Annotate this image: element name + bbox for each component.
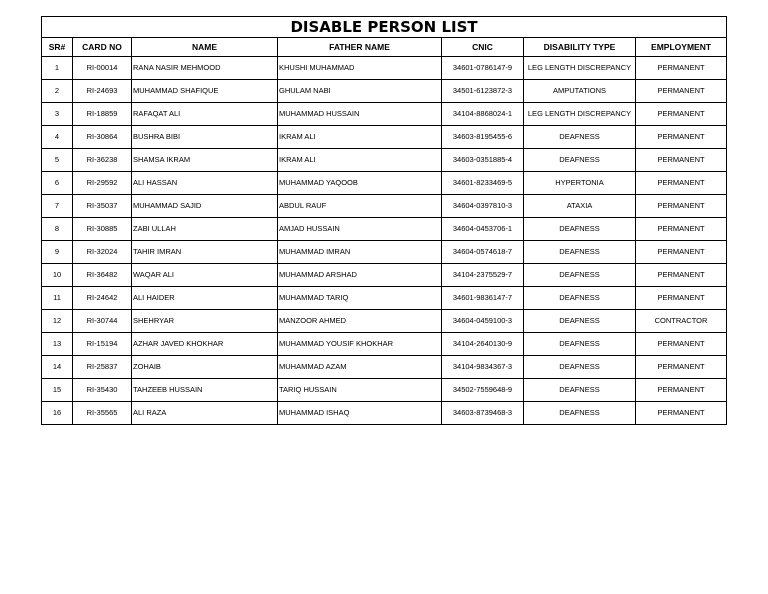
employment-cell: PERMANENT bbox=[636, 333, 727, 356]
table-row bbox=[42, 218, 727, 241]
father-name-cell: MUHAMMAD TARIQ bbox=[278, 287, 442, 310]
employment-cell: PERMANENT bbox=[636, 356, 727, 379]
table-row bbox=[42, 402, 727, 425]
card-no-cell: RI-30885 bbox=[73, 218, 132, 241]
table-body bbox=[42, 57, 727, 425]
father-name-cell: AMJAD HUSSAIN bbox=[278, 218, 442, 241]
father-name-cell: ABDUL RAUF bbox=[278, 195, 442, 218]
cnic-cell: 34604-0459100-3 bbox=[442, 310, 524, 333]
cnic-cell: 34501-6123872-3 bbox=[442, 80, 524, 103]
cnic-cell: 34603-8195455-6 bbox=[442, 126, 524, 149]
father-name-cell: MUHAMMAD HUSSAIN bbox=[278, 103, 442, 126]
card-no-cell: RI-32024 bbox=[73, 241, 132, 264]
column-header-employment: EMPLOYMENT bbox=[636, 38, 727, 57]
card-no-cell: RI-36238 bbox=[73, 149, 132, 172]
sr-cell: 4 bbox=[42, 126, 73, 149]
father-name-cell: MUHAMMAD ARSHAD bbox=[278, 264, 442, 287]
sr-cell: 8 bbox=[42, 218, 73, 241]
card-no-cell: RI-15194 bbox=[73, 333, 132, 356]
card-no-cell: RI-00014 bbox=[73, 57, 132, 80]
employment-cell: PERMANENT bbox=[636, 218, 727, 241]
disability-type-cell: LEG LENGTH DISCREPANCY bbox=[524, 103, 636, 126]
father-name-cell: MUHAMMAD IMRAN bbox=[278, 241, 442, 264]
table-row bbox=[42, 241, 727, 264]
sr-cell: 5 bbox=[42, 149, 73, 172]
cnic-cell: 34603-0351885-4 bbox=[442, 149, 524, 172]
card-no-cell: RI-24693 bbox=[73, 80, 132, 103]
cnic-cell: 34601-0786147-9 bbox=[442, 57, 524, 80]
father-name-cell: GHULAM NABI bbox=[278, 80, 442, 103]
name-cell: BUSHRA BIBI bbox=[132, 126, 278, 149]
sr-cell: 13 bbox=[42, 333, 73, 356]
table-row bbox=[42, 126, 727, 149]
employment-cell: PERMANENT bbox=[636, 241, 727, 264]
disability-type-cell: DEAFNESS bbox=[524, 402, 636, 425]
disability-type-cell: DEAFNESS bbox=[524, 241, 636, 264]
disability-type-cell: DEAFNESS bbox=[524, 287, 636, 310]
card-no-cell: RI-30744 bbox=[73, 310, 132, 333]
table-row bbox=[42, 103, 727, 126]
employment-cell: PERMANENT bbox=[636, 126, 727, 149]
column-header-sr: SR# bbox=[42, 38, 73, 57]
father-name-cell: IKRAM ALI bbox=[278, 126, 442, 149]
card-no-cell: RI-35037 bbox=[73, 195, 132, 218]
father-name-cell: TARIQ HUSSAIN bbox=[278, 379, 442, 402]
sr-cell: 11 bbox=[42, 287, 73, 310]
cnic-cell: 34104-9834367-3 bbox=[442, 356, 524, 379]
table-row bbox=[42, 195, 727, 218]
name-cell: MUHAMMAD SHAFIQUE bbox=[132, 80, 278, 103]
employment-cell: PERMANENT bbox=[636, 287, 727, 310]
name-cell: WAQAR ALI bbox=[132, 264, 278, 287]
sr-cell: 16 bbox=[42, 402, 73, 425]
name-cell: SHEHRYAR bbox=[132, 310, 278, 333]
name-cell: MUHAMMAD SAJID bbox=[132, 195, 278, 218]
disability-type-cell: HYPERTONIA bbox=[524, 172, 636, 195]
card-no-cell: RI-25837 bbox=[73, 356, 132, 379]
cnic-cell: 34601-9836147-7 bbox=[442, 287, 524, 310]
employment-cell: PERMANENT bbox=[636, 402, 727, 425]
column-header-name: NAME bbox=[132, 38, 278, 57]
employment-cell: PERMANENT bbox=[636, 80, 727, 103]
father-name-cell: MUHAMMAD YAQOOB bbox=[278, 172, 442, 195]
sr-cell: 3 bbox=[42, 103, 73, 126]
table-row bbox=[42, 333, 727, 356]
disability-type-cell: DEAFNESS bbox=[524, 149, 636, 172]
disability-type-cell: DEAFNESS bbox=[524, 333, 636, 356]
employment-cell: PERMANENT bbox=[636, 264, 727, 287]
column-header-disability-type: DISABILITY TYPE bbox=[524, 38, 636, 57]
sr-cell: 9 bbox=[42, 241, 73, 264]
cnic-cell: 34603-8739468-3 bbox=[442, 402, 524, 425]
column-header-cnic: CNIC bbox=[442, 38, 524, 57]
cnic-cell: 34601-8233469-5 bbox=[442, 172, 524, 195]
card-no-cell: RI-30864 bbox=[73, 126, 132, 149]
employment-cell: PERMANENT bbox=[636, 195, 727, 218]
disability-type-cell: DEAFNESS bbox=[524, 379, 636, 402]
name-cell: ALI RAZA bbox=[132, 402, 278, 425]
father-name-cell: MUHAMMAD AZAM bbox=[278, 356, 442, 379]
card-no-cell: RI-36482 bbox=[73, 264, 132, 287]
cnic-cell: 34604-0453706-1 bbox=[442, 218, 524, 241]
name-cell: TAHZEEB HUSSAIN bbox=[132, 379, 278, 402]
sr-cell: 7 bbox=[42, 195, 73, 218]
name-cell: ZABI ULLAH bbox=[132, 218, 278, 241]
name-cell: RAFAQAT ALI bbox=[132, 103, 278, 126]
sr-cell: 6 bbox=[42, 172, 73, 195]
cnic-cell: 34604-0397810-3 bbox=[442, 195, 524, 218]
card-no-cell: RI-29592 bbox=[73, 172, 132, 195]
employment-cell: PERMANENT bbox=[636, 379, 727, 402]
table-row bbox=[42, 172, 727, 195]
employment-cell: PERMANENT bbox=[636, 149, 727, 172]
father-name-cell: MUHAMMAD ISHAQ bbox=[278, 402, 442, 425]
table-row bbox=[42, 356, 727, 379]
sr-cell: 1 bbox=[42, 57, 73, 80]
sr-cell: 2 bbox=[42, 80, 73, 103]
sr-cell: 12 bbox=[42, 310, 73, 333]
table-row bbox=[42, 57, 727, 80]
table-row bbox=[42, 310, 727, 333]
table-row bbox=[42, 80, 727, 103]
name-cell: RANA NASIR MEHMOOD bbox=[132, 57, 278, 80]
sheet-title: DISABLE PERSON LIST bbox=[42, 17, 727, 38]
cnic-cell: 34104-2375529-7 bbox=[442, 264, 524, 287]
disability-type-cell: DEAFNESS bbox=[524, 264, 636, 287]
name-cell: AZHAR JAVED KHOKHAR bbox=[132, 333, 278, 356]
cnic-cell: 34604-0574618-7 bbox=[442, 241, 524, 264]
name-cell: SHAMSA IKRAM bbox=[132, 149, 278, 172]
disability-type-cell: DEAFNESS bbox=[524, 356, 636, 379]
disability-type-cell: ATAXIA bbox=[524, 195, 636, 218]
disable-person-table bbox=[41, 16, 727, 425]
cnic-cell: 34104-8868024-1 bbox=[442, 103, 524, 126]
employment-cell: PERMANENT bbox=[636, 103, 727, 126]
name-cell: ZOHAIB bbox=[132, 356, 278, 379]
name-cell: TAHIR IMRAN bbox=[132, 241, 278, 264]
table-row bbox=[42, 149, 727, 172]
table-row bbox=[42, 287, 727, 310]
header-row bbox=[42, 38, 727, 57]
table-row bbox=[42, 264, 727, 287]
table-row bbox=[42, 379, 727, 402]
cnic-cell: 34104-2640130-9 bbox=[442, 333, 524, 356]
disability-type-cell: LEG LENGTH DISCREPANCY bbox=[524, 57, 636, 80]
column-header-card-no: CARD NO bbox=[73, 38, 132, 57]
cnic-cell: 34502-7559648-9 bbox=[442, 379, 524, 402]
employment-cell: PERMANENT bbox=[636, 57, 727, 80]
sr-cell: 14 bbox=[42, 356, 73, 379]
name-cell: ALI HAIDER bbox=[132, 287, 278, 310]
employment-cell: PERMANENT bbox=[636, 172, 727, 195]
disability-type-cell: AMPUTATIONS bbox=[524, 80, 636, 103]
sr-cell: 15 bbox=[42, 379, 73, 402]
name-cell: ALI HASSAN bbox=[132, 172, 278, 195]
disability-type-cell: DEAFNESS bbox=[524, 310, 636, 333]
father-name-cell: MANZOOR AHMED bbox=[278, 310, 442, 333]
spreadsheet-page bbox=[41, 16, 726, 425]
card-no-cell: RI-35565 bbox=[73, 402, 132, 425]
father-name-cell: MUHAMMAD YOUSIF KHOKHAR bbox=[278, 333, 442, 356]
father-name-cell: KHUSHI MUHAMMAD bbox=[278, 57, 442, 80]
father-name-cell: IKRAM ALI bbox=[278, 149, 442, 172]
employment-cell: CONTRACTOR bbox=[636, 310, 727, 333]
card-no-cell: RI-18859 bbox=[73, 103, 132, 126]
card-no-cell: RI-24642 bbox=[73, 287, 132, 310]
card-no-cell: RI-35430 bbox=[73, 379, 132, 402]
disability-type-cell: DEAFNESS bbox=[524, 218, 636, 241]
sr-cell: 10 bbox=[42, 264, 73, 287]
column-header-father-name: FATHER NAME bbox=[278, 38, 442, 57]
disability-type-cell: DEAFNESS bbox=[524, 126, 636, 149]
